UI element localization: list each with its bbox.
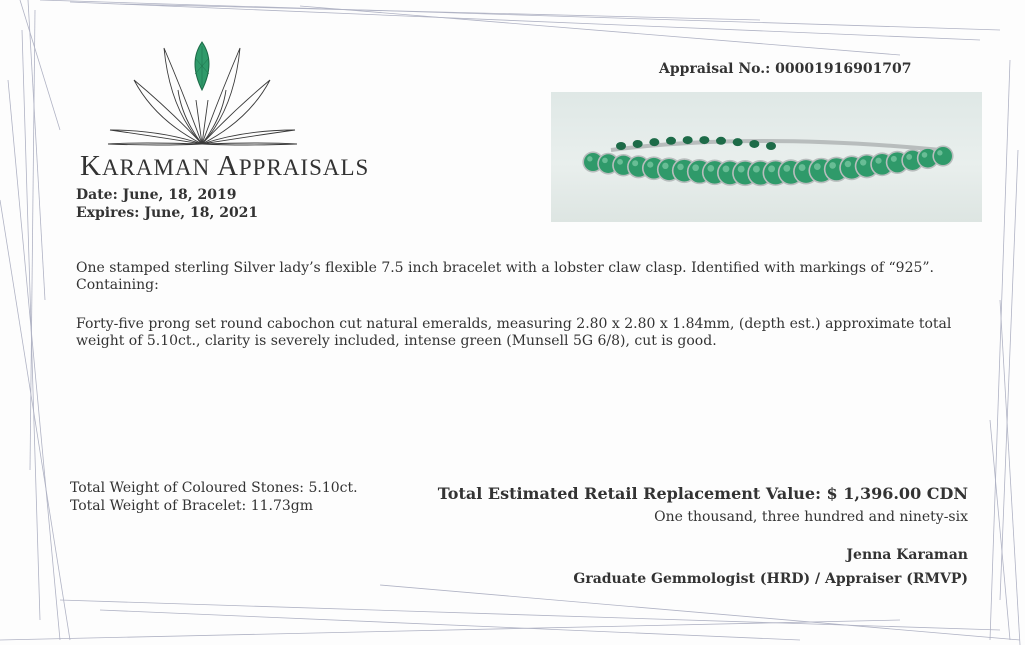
stone-highlight [692, 164, 699, 171]
item-description-text: One stamped sterling Silver lady’s flexible 7.5 inch bracelet with a lobster claw clasp. Identified with markings of “925”. [76, 260, 934, 276]
bracelet-back-chain [611, 141, 941, 150]
back-stone [666, 137, 676, 145]
stone-highlight [647, 162, 653, 168]
stone-highlight [602, 158, 608, 164]
weight-totals [70, 479, 358, 515]
stone-highlight [632, 160, 638, 166]
stone-highlight [662, 163, 668, 169]
stone-highlight [845, 161, 851, 167]
stone-highlight [617, 159, 623, 165]
brand-name [80, 150, 369, 183]
back-stone [749, 140, 759, 148]
brand-initial: K [80, 150, 102, 182]
back-stone [733, 138, 743, 146]
appraisal-date: Date: June, 18, 2019 [76, 187, 237, 203]
bracelet-weight: Total Weight of Bracelet: 11.73gm [70, 498, 314, 514]
stone-highlight [723, 165, 730, 172]
stone-highlight [783, 165, 790, 172]
back-stone [716, 137, 726, 145]
appraisal-number: Appraisal No.: 00001916901707 [659, 61, 912, 77]
item-description [76, 260, 956, 294]
stone-highlight [753, 166, 760, 173]
appraisal-dates [76, 186, 258, 222]
karaman-logo-icon [100, 40, 305, 152]
appraiser-name: Jenna Karaman [846, 547, 968, 563]
stone-highlight [587, 156, 592, 161]
value-in-words: One thousand, three hundred and ninety-six [654, 509, 968, 525]
stone-description: Forty-five prong set round cabochon cut natural emeralds, measuring 2.80 x 2.80 x 1.84mm, (depth est.) approximate total weight of 5.10ct., clarity is severely included, intense green (Munsell 5G 6/8), cut is good. [76, 316, 952, 349]
stone-highlight [768, 165, 775, 172]
back-stone [766, 142, 776, 150]
coloured-stones-weight: Total Weight of Coloured Stones: 5.10ct. [70, 480, 358, 496]
stone-highlight [799, 164, 806, 171]
stone-highlight [860, 159, 866, 165]
stone-highlight [677, 164, 683, 170]
stone-highlight [922, 152, 928, 158]
emerald-stone [934, 147, 952, 165]
appraiser-title: Graduate Gemmologist (HRD) / Appraiser (RMVP) [573, 571, 968, 587]
bracelet-photo [551, 92, 982, 222]
stone-highlight [814, 163, 821, 170]
back-stone [633, 140, 643, 148]
stone-highlight [891, 156, 897, 162]
back-stone [699, 136, 709, 144]
expiry-date: Expires: June, 18, 2021 [76, 205, 259, 221]
valuation-block [438, 484, 968, 587]
replacement-value: Total Estimated Retail Replacement Value: $ 1,396.00 CDN [437, 484, 968, 503]
stone-highlight [875, 158, 881, 164]
brand-text: PPRAISALS [238, 155, 370, 180]
stone-highlight [937, 150, 942, 155]
back-stone [616, 142, 626, 150]
stone-highlight [906, 154, 912, 160]
stone-highlight [707, 165, 714, 172]
stone-highlight [829, 162, 836, 169]
brand-text: ARAMAN [101, 155, 211, 180]
stone-highlight [738, 166, 745, 173]
back-stone [683, 136, 693, 144]
back-stone [649, 138, 659, 146]
brand-initial: A [216, 150, 239, 182]
containing-label: Containing: [76, 277, 159, 293]
